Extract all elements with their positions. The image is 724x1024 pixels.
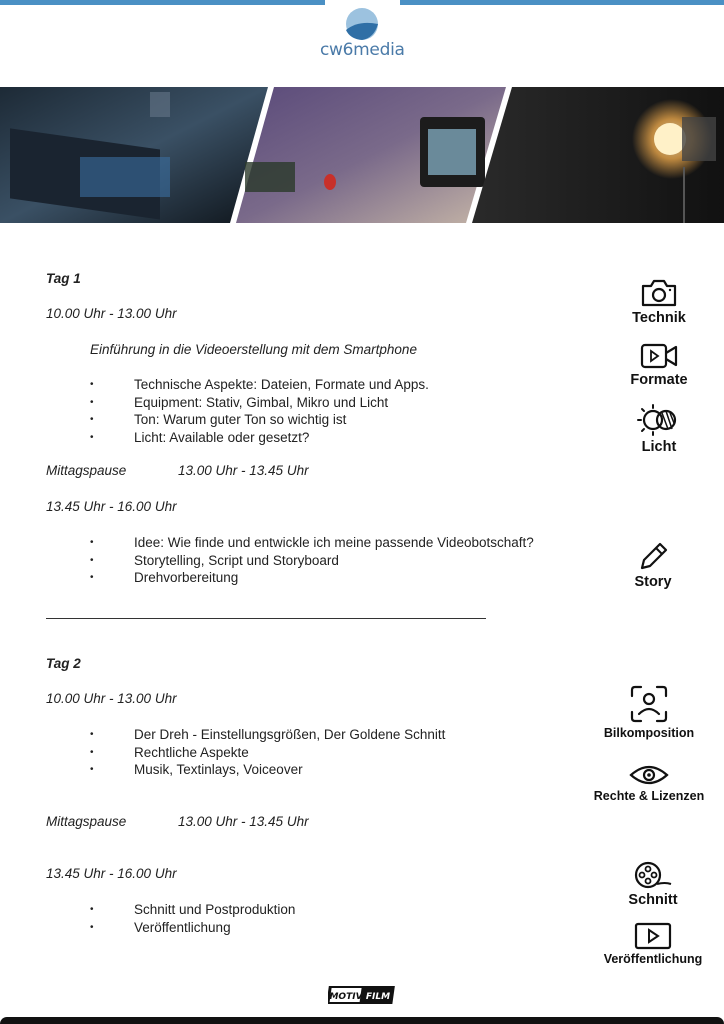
icon-label: Bilkomposition (603, 726, 695, 740)
day2-break-time: 13.00 Uhr - 13.45 Uhr (178, 814, 309, 829)
brand-logo-text: cw6media (320, 40, 405, 60)
rechte-feature (589, 763, 709, 803)
list-item: • Storytelling, Script und Storyboard (90, 552, 534, 570)
light-icon (636, 403, 682, 437)
list-item: • Drehvorbereitung (90, 569, 534, 587)
list-item: • Rechtliche Aspekte (90, 744, 445, 762)
icon-label: Story (634, 574, 672, 590)
technik-feature (599, 278, 719, 326)
day1-title: Tag 1 (46, 271, 81, 286)
day1-session1-time: 10.00 Uhr - 13.00 Uhr (46, 306, 177, 321)
play-icon (634, 922, 672, 950)
veroeffentlichung-feature (593, 922, 713, 966)
list-item: • Veröffentlichung (90, 919, 295, 937)
day1-session1-list (90, 376, 429, 446)
list-item: • Licht: Available oder gesetzt? (90, 429, 429, 447)
day1-session2-time: 13.45 Uhr - 16.00 Uhr (46, 499, 177, 514)
bottom-bar (0, 1017, 724, 1024)
motivfilm-logo-left: MOTIV (329, 992, 363, 1002)
eye-icon (629, 763, 669, 787)
icon-label: Rechte & Lizenzen (593, 789, 705, 803)
film-reel-icon (633, 860, 673, 890)
day1-break-label: Mittagspause (46, 463, 127, 478)
day2-session2-time: 13.45 Uhr - 16.00 Uhr (46, 866, 177, 881)
list-item: • Idee: Wie finde und entwickle ich meine passende Videobotschaft? (90, 534, 534, 552)
day2-session2-list (90, 901, 295, 936)
bildkomposition-feature (589, 684, 709, 740)
top-accent-bar-left (0, 0, 325, 5)
motivfilm-logo-right: FILM (365, 992, 391, 1002)
icon-label: Formate (630, 372, 688, 388)
motivfilm-logo (328, 985, 396, 1005)
icon-label: Licht (641, 439, 677, 455)
brand-logo (320, 6, 404, 66)
list-item: • Equipment: Stativ, Gimbal, Mikro und Licht (90, 394, 429, 412)
icon-label: Schnitt (628, 892, 678, 908)
day1-session2-list (90, 534, 534, 587)
brand-logo-mark (344, 6, 380, 42)
list-item: • Der Dreh - Einstellungsgrößen, Der Goldene Schnitt (90, 726, 445, 744)
day1-break-time: 13.00 Uhr - 13.45 Uhr (178, 463, 309, 478)
day2-break-label: Mittagspause (46, 814, 127, 829)
pencil-icon (636, 540, 670, 572)
top-accent-bar-right (400, 0, 724, 5)
day1-session1-subtitle: Einführung in die Videoerstellung mit dem Smartphone (90, 342, 417, 357)
day2-session1-list (90, 726, 445, 779)
day2-title: Tag 2 (46, 656, 81, 671)
video-camera-icon (639, 342, 679, 370)
day2-session1-time: 10.00 Uhr - 13.00 Uhr (46, 691, 177, 706)
day-divider (46, 618, 486, 619)
list-item: • Schnitt und Postproduktion (90, 901, 295, 919)
icon-label: Technik (632, 310, 686, 326)
header-banner-image (0, 87, 724, 223)
face-frame-icon (629, 684, 669, 724)
list-item: • Musik, Textinlays, Voiceover (90, 761, 445, 779)
list-item: • Ton: Warum guter Ton so wichtig ist (90, 411, 429, 429)
icon-label: Veröffentlichung (603, 952, 703, 966)
licht-feature (599, 403, 719, 455)
schnitt-feature (593, 860, 713, 908)
camera-icon (640, 278, 678, 308)
list-item: • Technische Aspekte: Dateien, Formate und Apps. (90, 376, 429, 394)
story-feature (593, 540, 713, 590)
formate-feature (599, 342, 719, 388)
